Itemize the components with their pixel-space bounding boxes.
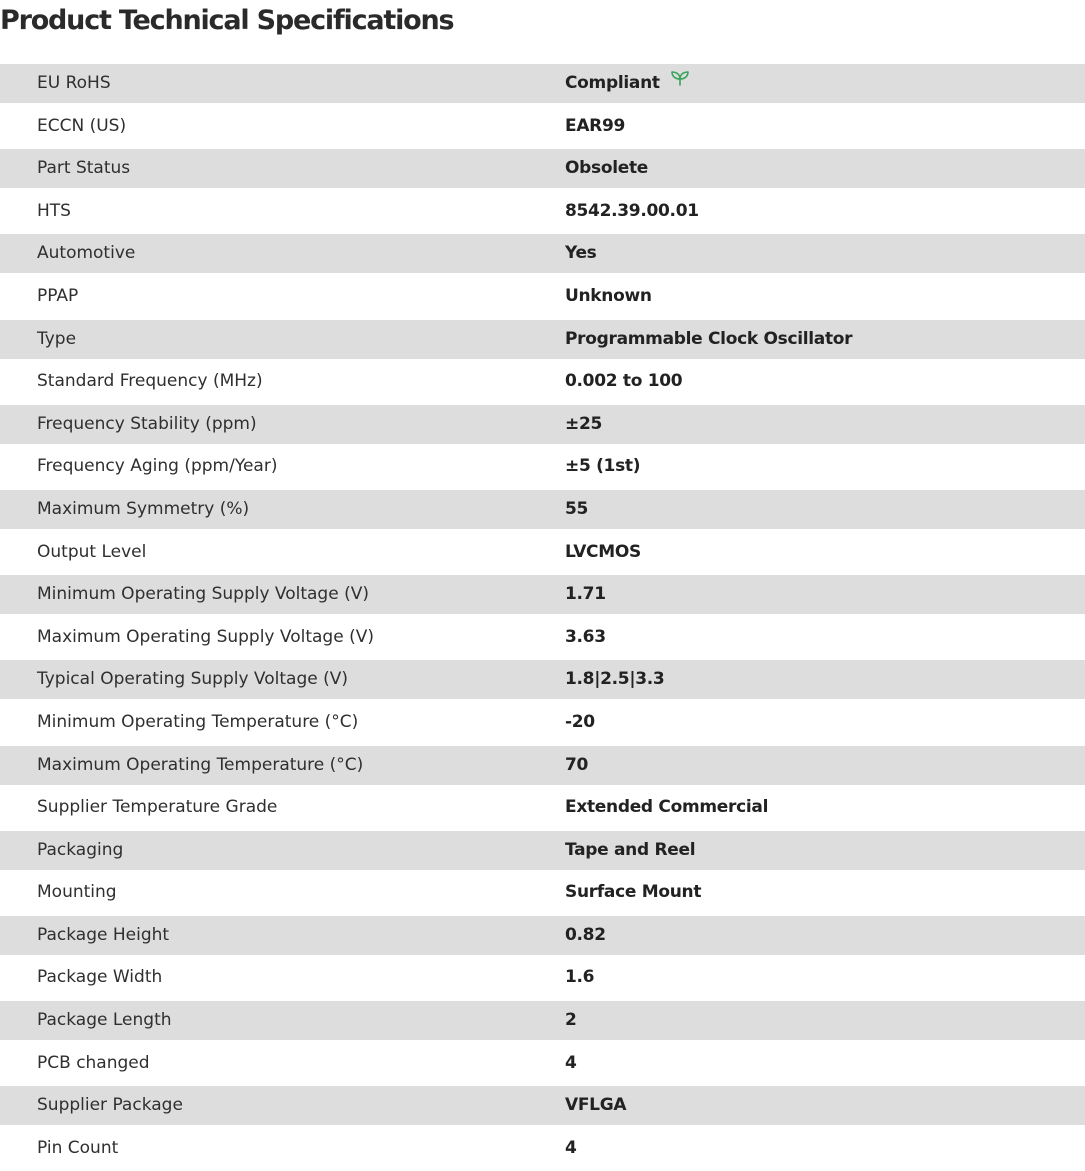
- spec-row-background: [0, 533, 1085, 572]
- spec-row-background: [0, 958, 1085, 997]
- spec-value: EAR99: [565, 115, 626, 136]
- spec-label: Maximum Operating Temperature (°C): [37, 754, 364, 775]
- spec-row: [0, 788, 1085, 831]
- spec-row-background: [0, 149, 1085, 188]
- spec-label: Minimum Operating Temperature (°C): [37, 711, 359, 732]
- spec-label: Pin Count: [37, 1137, 119, 1158]
- spec-value-cell: [565, 1086, 626, 1125]
- spec-label: Supplier Package: [37, 1095, 183, 1116]
- spec-row: [0, 703, 1085, 746]
- spec-row-background: [0, 192, 1085, 231]
- spec-row: [0, 405, 1085, 448]
- spec-value: -20: [565, 711, 595, 732]
- spec-row-background: [0, 831, 1085, 870]
- spec-label: Frequency Aging (ppm/Year): [37, 456, 278, 477]
- spec-row-background: [0, 277, 1085, 316]
- spec-value-cell: [565, 831, 695, 870]
- spec-value: 70: [565, 754, 589, 775]
- spec-label: Frequency Stability (ppm): [37, 413, 257, 434]
- spec-value: LVCMOS: [565, 541, 641, 562]
- spec-value-cell: [565, 958, 594, 997]
- spec-row: [0, 660, 1085, 703]
- spec-value: 55: [565, 498, 589, 519]
- spec-value: 2: [565, 1010, 577, 1031]
- spec-value-cell: [565, 916, 606, 955]
- spec-row-background: [0, 1129, 1085, 1168]
- spec-row: [0, 873, 1085, 916]
- spec-value: 0.82: [565, 924, 606, 945]
- spec-value: 1.71: [565, 584, 606, 605]
- page-title: Product Technical Specifications: [0, 5, 454, 36]
- spec-value-cell: [565, 320, 852, 359]
- spec-label: Package Width: [37, 967, 163, 988]
- spec-row: [0, 447, 1085, 490]
- spec-row: [0, 234, 1085, 277]
- spec-value: 3.63: [565, 626, 606, 647]
- spec-row: [0, 575, 1085, 618]
- spec-row: [0, 1044, 1085, 1087]
- spec-row: [0, 277, 1085, 320]
- spec-row: [0, 746, 1085, 789]
- spec-value-cell: [565, 405, 602, 444]
- spec-value: 1.6: [565, 967, 595, 988]
- spec-row: [0, 490, 1085, 533]
- spec-row: [0, 916, 1085, 959]
- spec-value-cell: [565, 746, 588, 785]
- spec-label: Maximum Operating Supply Voltage (V): [37, 626, 374, 647]
- spec-row: [0, 1086, 1085, 1129]
- spec-label: HTS: [37, 200, 71, 221]
- spec-value-cell: [565, 64, 690, 103]
- spec-label: Standard Frequency (MHz): [37, 371, 263, 392]
- spec-row: [0, 831, 1085, 874]
- spec-value-cell: [565, 1129, 577, 1168]
- spec-label: PCB changed: [37, 1052, 150, 1073]
- spec-label: Type: [37, 328, 77, 349]
- spec-value: Extended Commercial: [565, 797, 769, 818]
- spec-value: VFLGA: [565, 1095, 627, 1116]
- spec-value: 4: [565, 1137, 577, 1158]
- spec-value-cell: [565, 873, 701, 912]
- spec-value-cell: [565, 149, 648, 188]
- spec-row: [0, 320, 1085, 363]
- spec-row: [0, 107, 1085, 150]
- spec-value: Unknown: [565, 285, 652, 306]
- spec-value-cell: [565, 1044, 577, 1083]
- spec-label: PPAP: [37, 285, 79, 306]
- spec-label: Maximum Symmetry (%): [37, 498, 250, 519]
- spec-value-cell: [565, 192, 699, 231]
- spec-label: Automotive: [37, 243, 136, 264]
- spec-row-background: [0, 234, 1085, 273]
- spec-row: [0, 958, 1085, 1001]
- spec-label: Supplier Temperature Grade: [37, 797, 278, 818]
- spec-label: Packaging: [37, 839, 124, 860]
- spec-label: ECCN (US): [37, 115, 127, 136]
- spec-value-cell: [565, 1001, 577, 1040]
- spec-row: [0, 362, 1085, 405]
- spec-value-cell: [565, 703, 595, 742]
- spec-row: [0, 533, 1085, 576]
- spec-label: Part Status: [37, 158, 131, 179]
- leaf-icon: [670, 62, 690, 101]
- spec-table: [0, 64, 1085, 1171]
- spec-value: ±5 (1st): [565, 456, 641, 477]
- spec-value: 4: [565, 1052, 577, 1073]
- spec-label: Output Level: [37, 541, 147, 562]
- spec-row: [0, 149, 1085, 192]
- spec-row: [0, 192, 1085, 235]
- spec-row-background: [0, 64, 1085, 103]
- spec-value-cell: [565, 490, 588, 529]
- spec-value-cell: [565, 107, 625, 146]
- spec-value-cell: [565, 575, 606, 614]
- spec-value-cell: [565, 660, 664, 699]
- spec-row: [0, 1001, 1085, 1044]
- spec-label: Typical Operating Supply Voltage (V): [37, 669, 348, 690]
- spec-row-background: [0, 107, 1085, 146]
- spec-value: Compliant: [565, 73, 660, 93]
- spec-row-background: [0, 320, 1085, 359]
- spec-label: Mounting: [37, 882, 117, 903]
- spec-label: Package Height: [37, 924, 170, 945]
- spec-value-cell: [565, 234, 597, 273]
- spec-value: Surface Mount: [565, 882, 702, 903]
- spec-value: 1.8|2.5|3.3: [565, 669, 665, 690]
- spec-value-cell: [565, 277, 652, 316]
- spec-label: EU RoHS: [37, 73, 111, 93]
- spec-label: Minimum Operating Supply Voltage (V): [37, 584, 369, 605]
- spec-value: Tape and Reel: [565, 839, 696, 860]
- spec-value: 0.002 to 100: [565, 371, 683, 392]
- spec-row: [0, 618, 1085, 661]
- spec-value: ±25: [565, 413, 603, 434]
- spec-row-background: [0, 873, 1085, 912]
- spec-row-background: [0, 1044, 1085, 1083]
- spec-value: Yes: [565, 243, 597, 264]
- spec-value-cell: [565, 447, 640, 486]
- spec-value: Programmable Clock Oscillator: [565, 328, 853, 349]
- spec-value-cell: [565, 788, 768, 827]
- spec-value-cell: [565, 533, 641, 572]
- spec-value-cell: [565, 618, 606, 657]
- spec-value-cell: [565, 362, 682, 401]
- spec-label: Package Length: [37, 1010, 172, 1031]
- spec-value: Obsolete: [565, 158, 649, 179]
- spec-value: 8542.39.00.01: [565, 200, 699, 221]
- spec-row: [0, 64, 1085, 107]
